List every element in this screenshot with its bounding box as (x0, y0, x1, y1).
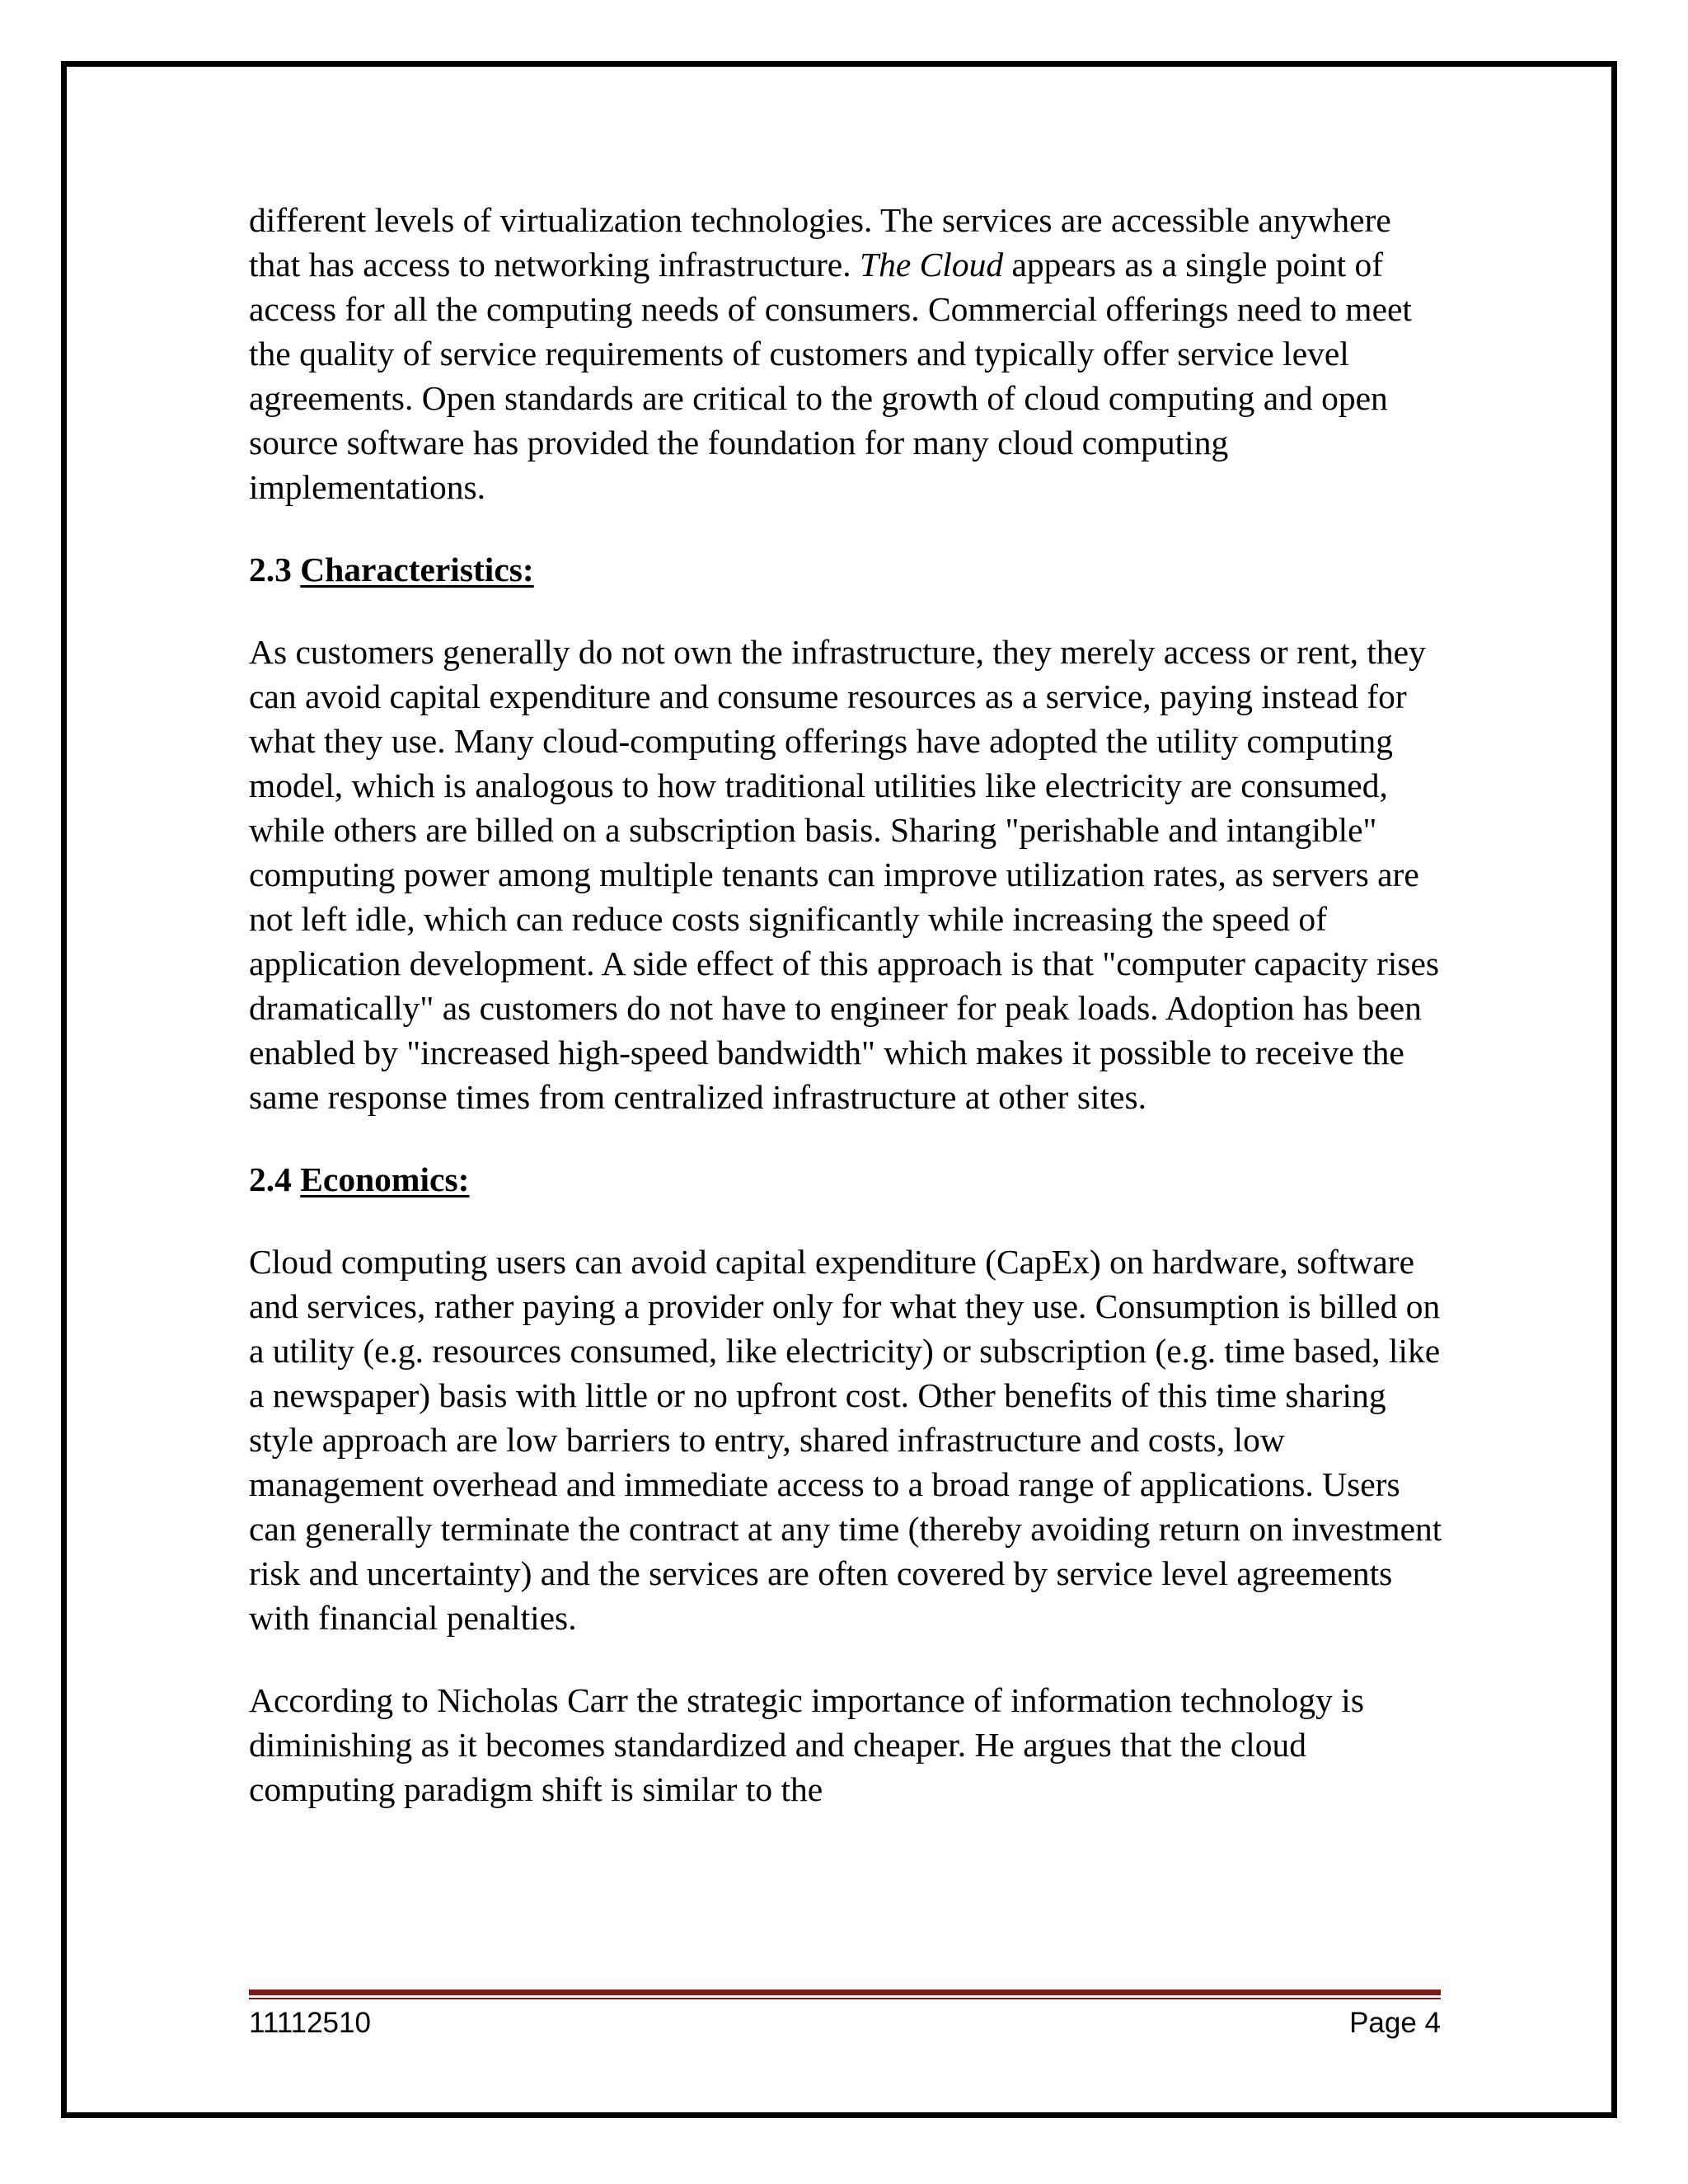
section-title: Economics: (300, 1160, 470, 1198)
intro-italic-term: The Cloud (859, 246, 1004, 284)
footer-rule-thick (249, 1990, 1441, 1995)
intro-text-after: appears as a single point of access for all the computing needs of consumers. Commercial offerings need to meet the quality of service requirements of customers and typically offer service level agreements. Open standards are critical to the growth of cloud computing and open source software has provided the foundation for many cloud computing implementations. (249, 246, 1412, 506)
page-number: Page 4 (1349, 2007, 1441, 2039)
footer-id: 11112510 (249, 2007, 371, 2039)
economics-paragraph-1: Cloud computing users can avoid capital expenditure (CapEx) on hardware, software and services, rather paying a provider only for what they use. Consumption is billed on a utility (e.g. resources consumed, like electricity) or subscription (e.g. time based, like a newspaper) basis with little or no upfront cost. Other benefits of this time sharing style approach are low barriers to entry, shared infrastructure and costs, low management overhead and immediate access to a broad range of applications. Users can generally terminate the contract at any time (thereby avoiding return on investment risk and uncertainty) and the services are often covered by service level agreements with financial penalties. (249, 1243, 1442, 1637)
section-number: 2.3 (249, 551, 292, 588)
section-heading-characteristics (249, 547, 1444, 592)
section-heading-economics (249, 1157, 1444, 1202)
economics-paragraph-2: According to Nicholas Carr the strategic importance of information technology is diminishing as it becomes standardized and cheaper. He argues that the cloud computing paradigm shift is similar to the (249, 1681, 1364, 1808)
section-number: 2.4 (249, 1160, 292, 1198)
intro-text-before: different levels of virtualization technologies. The services are accessible anywhere that has access to networking infrastructure. (249, 201, 1391, 284)
page-footer (249, 2004, 1441, 2042)
section-title: Characteristics: (300, 551, 534, 588)
intro-paragraph (249, 198, 1444, 509)
footer-rule-thin (249, 1998, 1441, 1999)
characteristics-paragraph: As customers generally do not own the infrastructure, they merely access or rent, they can avoid capital expenditure and consume resources as a service, paying instead for what they use. Many cloud-computing offerings have adopted the utility computing model, which is analogous to how traditional utilities like electricity are consumed, while others are billed on a subscription basis. Sharing "perishable and intangible" computing power among multiple tenants can improve utilization rates, as servers are not left idle, which can reduce costs significantly while increasing the speed of application development. A side effect of this approach is that "computer capacity rises dramatically" as customers do not have to engineer for peak loads. Adoption has been enabled by "increased high-speed bandwidth" which makes it possible to receive the same response times from centralized infrastructure at other sites. (249, 633, 1440, 1116)
document-body (249, 198, 1444, 1849)
footer-rule (249, 1990, 1441, 1999)
